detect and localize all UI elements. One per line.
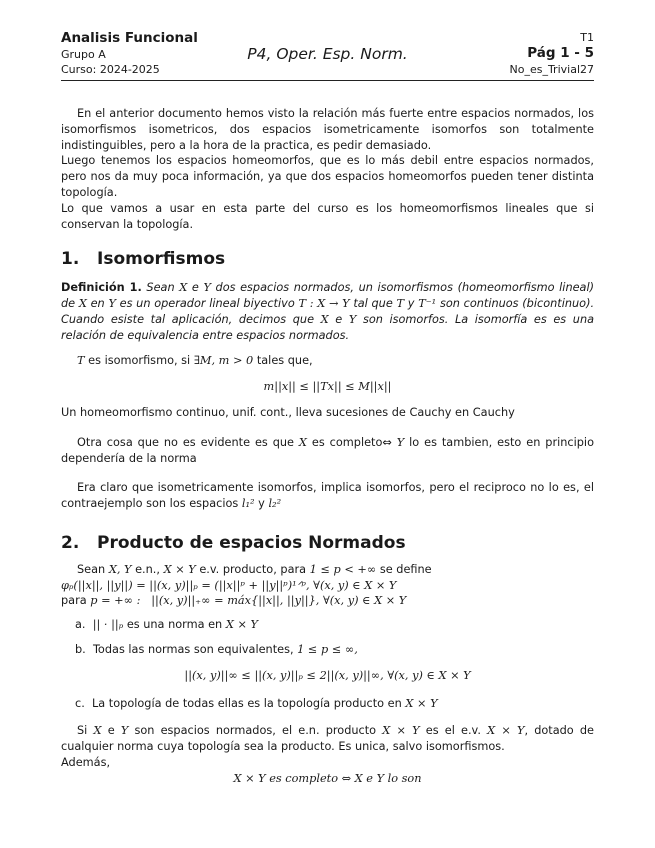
section-1-title: Isomorfismos bbox=[97, 249, 226, 270]
section-2-number: 2. bbox=[61, 532, 80, 553]
inf-norm-line: para p = +∞ : ||(x, y)||₊∞ = máx{||x||, ||y||}, ∀(x, y) ∈ X × Y bbox=[61, 594, 407, 608]
section-2-heading bbox=[61, 532, 594, 553]
header-right bbox=[510, 30, 595, 77]
ademas-label: Además, bbox=[61, 755, 111, 769]
list-item-a: a. || · ||ₚ es una norma en X × Y bbox=[75, 618, 258, 632]
term-label: T1 bbox=[580, 31, 594, 44]
intro-paragraph-2: Luego tenemos los espacios homeomorfos, que es lo más debil entre espacios normados, pero nos da muy poca información, ya que dos espacios homeomorfos pueden tener distinta topología. bbox=[61, 154, 594, 199]
cauchy-remark: Un homeomorfismo continuo, unif. cont., lleva sucesiones de Cauchy en Cauchy bbox=[61, 405, 515, 419]
intro-paragraph-1: En el anterior documento hemos visto la relación más fuerte entre espacios normados, los isomorfismos isometricos, dos espacios isometricamente isomorfos son totalmente indistinguibles, pero a la hora de la practica, es pedir demasiado. bbox=[61, 107, 594, 152]
document-title: P4, Oper. Esp. Norm. bbox=[247, 45, 408, 63]
list-item-c: c. La topología de todas ellas es la topología producto en X × Y bbox=[75, 696, 438, 710]
page-number: Pág 1 - 5 bbox=[527, 45, 594, 61]
product-definition: Sean X, Y e.n., X × Y e.v. producto, para 1 ≤ p < +∞ se define bbox=[77, 562, 432, 576]
completeness-equivalence: X × Y es completo ⇔ X e Y lo son bbox=[233, 771, 422, 785]
norm-equivalence-inequality: ||(x, y)||∞ ≤ ||(x, y)||ₚ ≤ 2||(x, y)||∞, ∀(x, y) ∈ X × Y bbox=[184, 668, 471, 682]
year-label: Curso: 2024-2025 bbox=[61, 63, 160, 76]
definition-label: Definición 1. bbox=[61, 281, 142, 295]
page-header bbox=[61, 30, 594, 80]
course-name: Analisis Funcional bbox=[61, 30, 198, 46]
list-item-b: b. Todas las normas son equivalentes, 1 ≤ p ≤ ∞, bbox=[75, 642, 358, 656]
header-rule bbox=[61, 80, 594, 81]
definition-1: Definición 1. Sean X e Y dos espacios normados, un isomorfismos (homeomorfismo lineal) de X en Y es un operador lineal biyectivo T : X → Y tal que T y T⁻¹ son continuos (bicontinuo). Cuando esiste tal aplicación, decimos que X e Y son isomorfos. La isomorfía es es una relación de equivalencia entre espacios normados. bbox=[61, 281, 595, 342]
product-space-remark: Si X e Y son espacios normados, el e.n. producto X × Y es el e.v. X × Y, dotado de cualquier norma cuya topología sea la producto. Es unica, salvo isomorfismos. bbox=[61, 724, 595, 754]
p-norm-formula: φₚ(||x||, ||y||) = ||(x, y)||ₚ = (||x||ᵖ + ||y||ᵖ)¹ᐟᵖ, ∀(x, y) ∈ X × Y bbox=[61, 578, 397, 592]
isomorphism-inequality: m||x|| ≤ ||Tx|| ≤ M||x|| bbox=[263, 380, 392, 394]
section-2-title: Producto de espacios Normados bbox=[97, 532, 406, 553]
isomorphism-condition: T es isomorfismo, si ∃M, m > 0 tales que, bbox=[77, 354, 313, 368]
document-body bbox=[61, 106, 594, 787]
author-label: No_es_Trivial27 bbox=[509, 63, 594, 76]
section-1-number: 1. bbox=[61, 249, 80, 270]
intro-paragraph-3: Lo que vamos a usar en esta parte del curso es los homeomorfismos lineales que si conservan la topología. bbox=[61, 201, 594, 231]
completeness-remark: Otra cosa que no es evidente es que X es completo⇔ Y lo es tambien, esto en principio dependería de la norma bbox=[61, 435, 594, 465]
section-1-heading bbox=[61, 249, 594, 270]
counterexample-remark: Era claro que isometricamente isomorfos, implica isomorfos, pero el reciproco no lo es, el contraejemplo son los espacios l₁² y l₂² bbox=[61, 481, 594, 511]
group-label: Grupo A bbox=[61, 48, 106, 61]
